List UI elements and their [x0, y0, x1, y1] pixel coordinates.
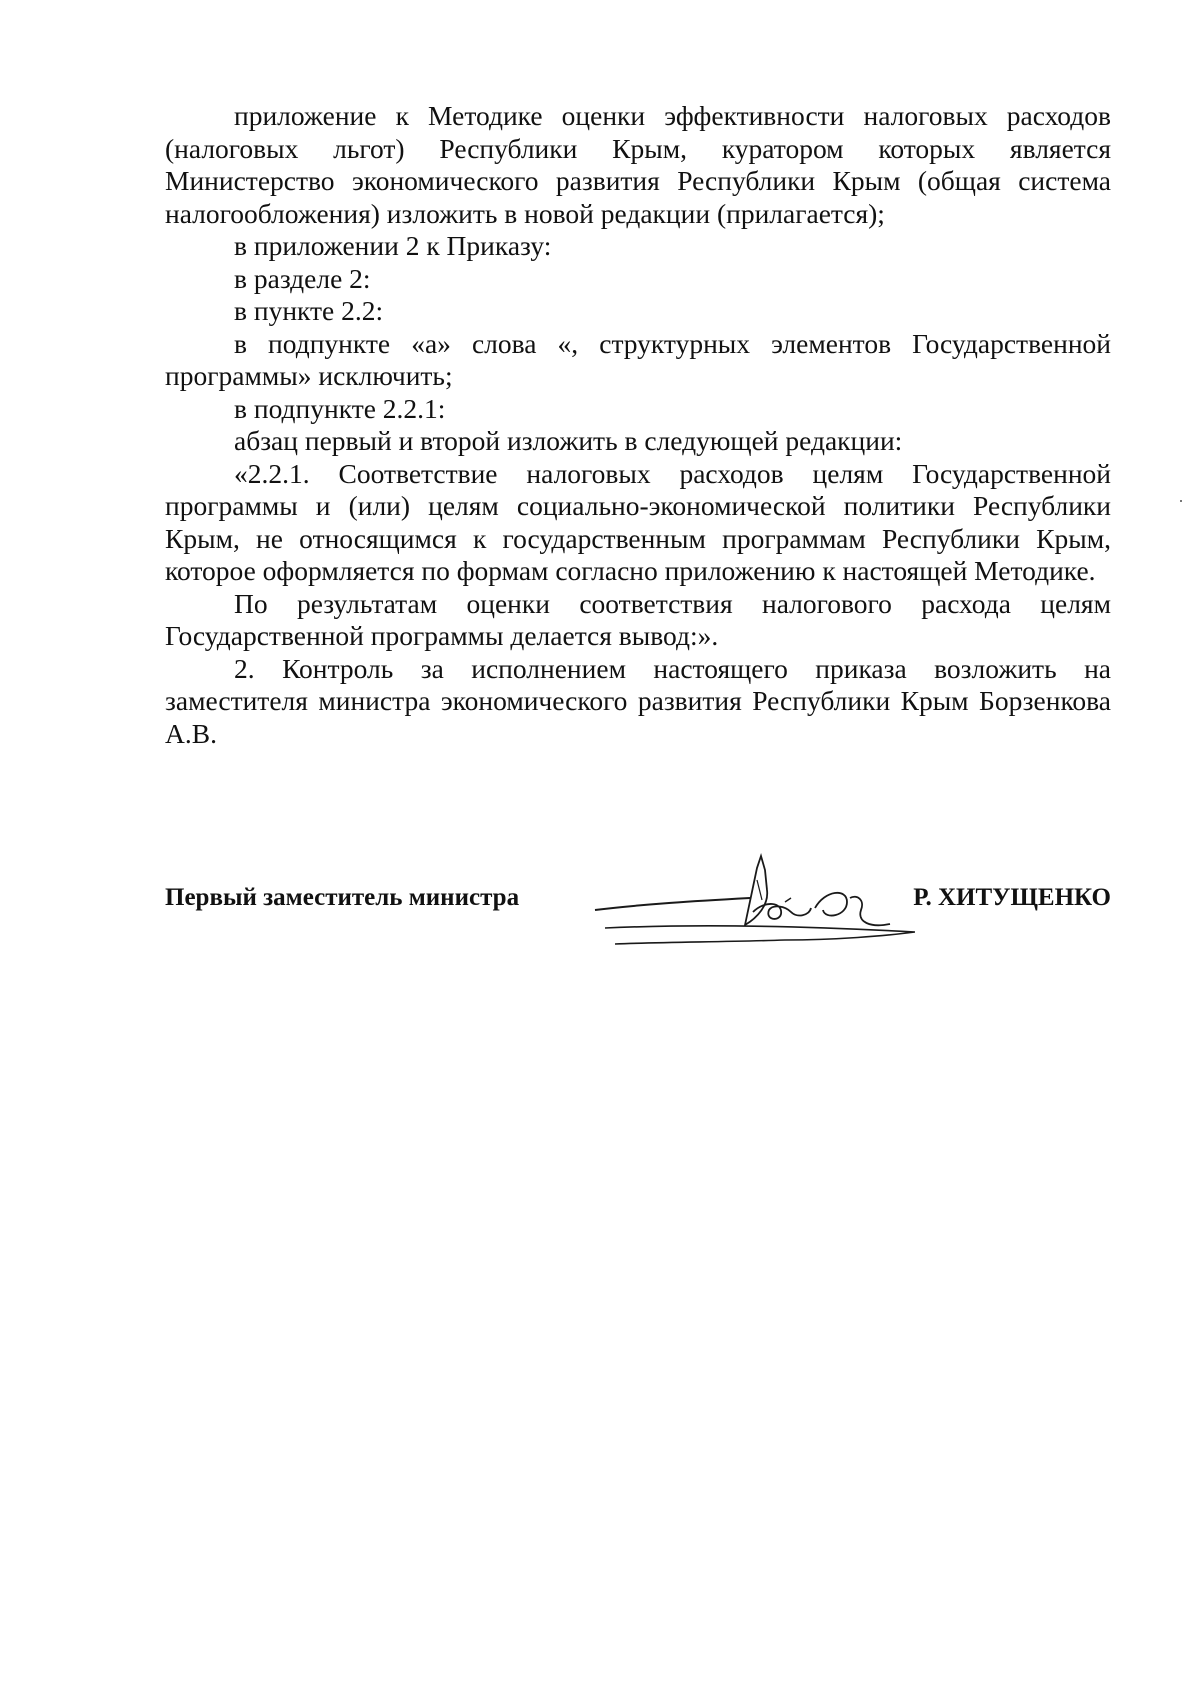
paragraph-subitem-a: в подпункте «а» слова «, структурных элементов Государственной программы» исключить; — [165, 327, 1111, 391]
document-body — [165, 100, 1111, 750]
signature-block — [165, 850, 1111, 960]
paragraph-control: 2. Контроль за исполнением настоящего приказа возложить на заместителя министра экономического развития Республики Крым Борзенкова А.В. — [165, 652, 1111, 749]
paragraph-conclusion: По результатам оценки соответствия налогового расхода целям Государственной программы делается вывод:». — [165, 587, 1111, 651]
paragraph-item-2-2: в пункте 2.2: — [234, 295, 384, 326]
paragraph-appendix-2: в приложении 2 к Приказу: — [234, 230, 552, 261]
paragraph-abzac: абзац первый и второй изложить в следующей редакции: — [234, 425, 903, 456]
signer-position: Первый заместитель министра — [165, 884, 520, 911]
scan-artifact — [1180, 500, 1182, 502]
signer-name: Р. ХИТУЩЕНКО — [913, 884, 1111, 911]
paragraph-appendix-methodology: приложение к Методике оценки эффективности налоговых расходов (налоговых льгот) Республики Крым, куратором которых является Министерство экономического развития Республики Крым (общая система налогообложения) изложить в новой редакции (прилагается); — [165, 100, 1111, 229]
paragraph-subitem-2-2-1: в подпункте 2.2.1: — [234, 392, 446, 424]
paragraph-quote-2-2-1: «2.2.1. Соответствие налоговых расходов целям Государственной программы и (или) целям социально-экономической политики Республики Крым, не относящимся к государственным программам Республики Крым, которое оформляется по формам согласно приложению к настоящей Методике. — [165, 457, 1111, 586]
handwritten-signature — [585, 850, 915, 960]
paragraph-section-2: в разделе 2: — [234, 262, 371, 294]
